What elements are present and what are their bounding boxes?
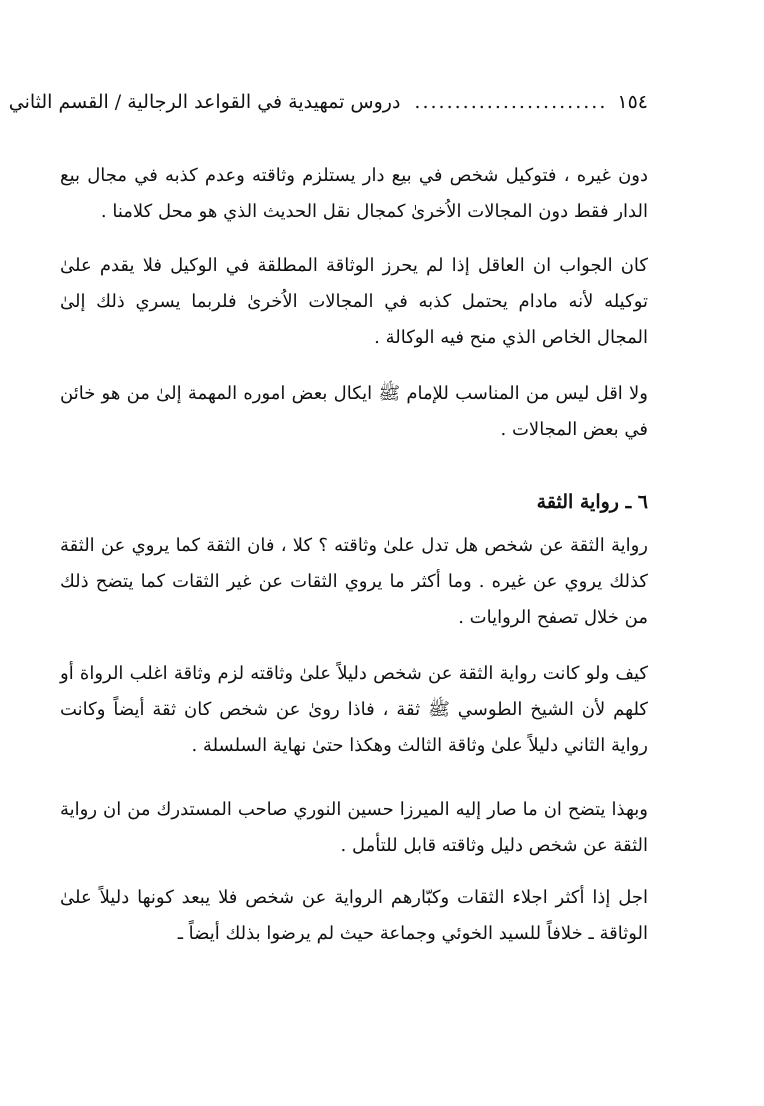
section-paragraph-3: وبهذا يتضح ان ما صار إليه الميرزا حسين النوري صاحب المستدرك من ان رواية الثقة عن شخص دليل وثاقته قابل للتأمل . [60,799,648,856]
section-paragraph-4: اجل إذا أكثر اجلاء الثقات وكبّارهم الرواية عن شخص فلا يبعد كونها دليلاً علىٰ الوثاقة ـ خلافاً للسيد الخوئي وجماعة حيث لم يرضوا بذلك أيضاً ـ [60,887,648,944]
page-header [8,82,648,122]
page-number: ١٥٤ [617,91,648,113]
paragraph-2: كان الجواب ان العاقل إذا لم يحرز الوثاقة المطلقة في الوكيل فلا يقدم علىٰ توكيله لأنه مادام يحتمل كذبه في المجالات الاُخرىٰ فلربما يسري ذلك إلىٰ المجال الخاص الذي منح فيه الوكالة . [60,255,648,348]
section-paragraph-2: كيف ولو كانت رواية الثقة عن شخص دليلاً علىٰ وثاقته لزم وثاقة اغلب الرواة أو كلهم لأن الشيخ الطوسي ﷺ ثقة ، فاذا روىٰ عن شخص كان ثقة أيضاً وكانت رواية الثاني دليلاً علىٰ وثاقة الثالث وهكذا حتىٰ نهاية السلسلة . [60,663,648,756]
section-paragraph-1: رواية الثقة عن شخص هل تدل علىٰ وثاقته ؟ كلا ، فان الثقة كما يروي عن الثقة كذلك يروي عن غيره . وما أكثر ما يروي الثقات عن غير الثقات كما يتضح ذلك من خلال تصفح الروايات . [60,535,648,628]
paragraph-3: ولا اقل ليس من المناسب للإمام ﷺ ايكال بعض اموره المهمة إلىٰ من هو خائن في بعض المجالات . [60,383,648,440]
running-title: دروس تمهيدية في القواعد الرجالية / القسم الثاني [8,91,401,113]
header-dots: ........................ [414,91,608,113]
paragraph-1: دون غيره ، فتوكيل شخص في بيع دار يستلزم وثاقته وعدم كذبه في مجال بيع الدار فقط دون المجالات الاُخرىٰ كمجال نقل الحديث الذي هو محل كلامنا . [60,165,648,222]
section-heading: ٦ ـ رواية الثقة [536,491,648,513]
